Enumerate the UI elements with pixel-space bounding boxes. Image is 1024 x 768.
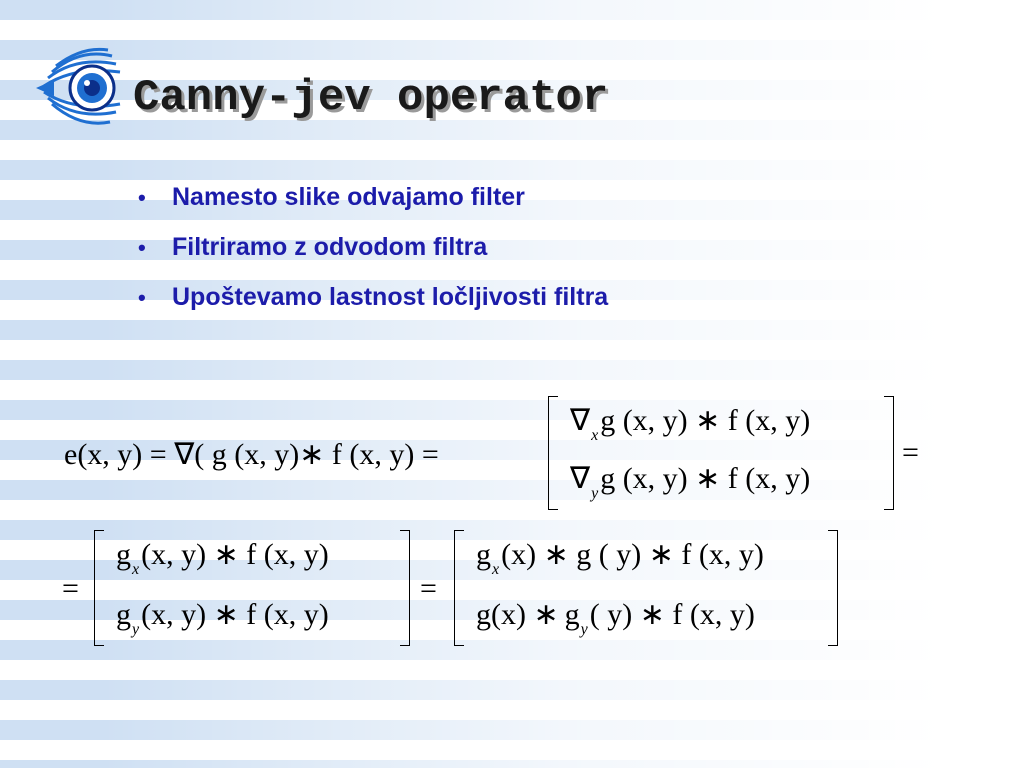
subscript: x	[132, 561, 140, 578]
filter-symbol: g	[116, 598, 131, 631]
matrix-expression: (x, y) ∗ f (x, y)	[141, 538, 329, 571]
right-bracket	[400, 530, 410, 646]
equation-lhs: e(x, y) = ∇( g (x, y)∗ f (x, y) =	[64, 438, 439, 471]
nabla-operator: ∇	[570, 404, 591, 437]
matrix-expression: ( y) ∗ f (x, y)	[589, 598, 755, 631]
left-bracket	[454, 530, 464, 646]
matrix-row	[116, 538, 329, 578]
left-bracket	[548, 396, 558, 510]
subscript: x	[492, 561, 500, 578]
filter-symbol: g	[476, 538, 491, 571]
matrix-prefix: g(x) ∗	[476, 598, 559, 631]
subscript: y	[591, 485, 599, 502]
matrix-expression: g (x, y) ∗ f (x, y)	[600, 404, 811, 437]
bullet-symbol: •	[138, 235, 146, 260]
bullet-symbol: •	[138, 185, 146, 210]
bullet-list	[138, 172, 608, 322]
subscript: y	[132, 621, 140, 638]
equals-sign: =	[902, 436, 919, 469]
filter-symbol: g	[116, 538, 131, 571]
subscript: y	[580, 621, 588, 638]
bullet-item	[138, 272, 608, 322]
right-bracket	[884, 396, 894, 510]
nabla-operator: ∇	[570, 462, 591, 495]
matrix-row	[116, 598, 329, 638]
equals-sign: =	[420, 572, 437, 605]
bullet-item	[138, 222, 608, 272]
bullet-text: Namesto slike odvajamo filter	[172, 183, 525, 211]
matrix-row	[476, 598, 755, 638]
slide-title: Canny-jev operator	[133, 73, 609, 123]
bullet-item	[138, 172, 608, 222]
right-bracket	[828, 530, 838, 646]
matrix-row	[570, 462, 811, 502]
bullet-text: Upoštevamo lastnost ločljivosti filtra	[172, 283, 609, 311]
matrix-expression: (x, y) ∗ f (x, y)	[141, 598, 329, 631]
left-bracket	[94, 530, 104, 646]
separable-matrix-2	[454, 530, 838, 646]
matrix-expression: (x) ∗ g ( y) ∗ f (x, y)	[501, 538, 764, 571]
gradient-matrix	[548, 396, 894, 510]
filter-symbol: g	[564, 598, 580, 631]
matrix-expression: g (x, y) ∗ f (x, y)	[600, 462, 811, 495]
eye-logo-icon	[34, 42, 134, 134]
subscript: x	[591, 427, 599, 444]
bullet-text: Filtriramo z odvodom filtra	[172, 233, 488, 261]
separable-matrix-1	[94, 530, 410, 646]
equals-sign: =	[62, 572, 79, 605]
bullet-symbol: •	[138, 285, 146, 310]
matrix-row	[570, 404, 811, 444]
matrix-row	[476, 538, 764, 578]
